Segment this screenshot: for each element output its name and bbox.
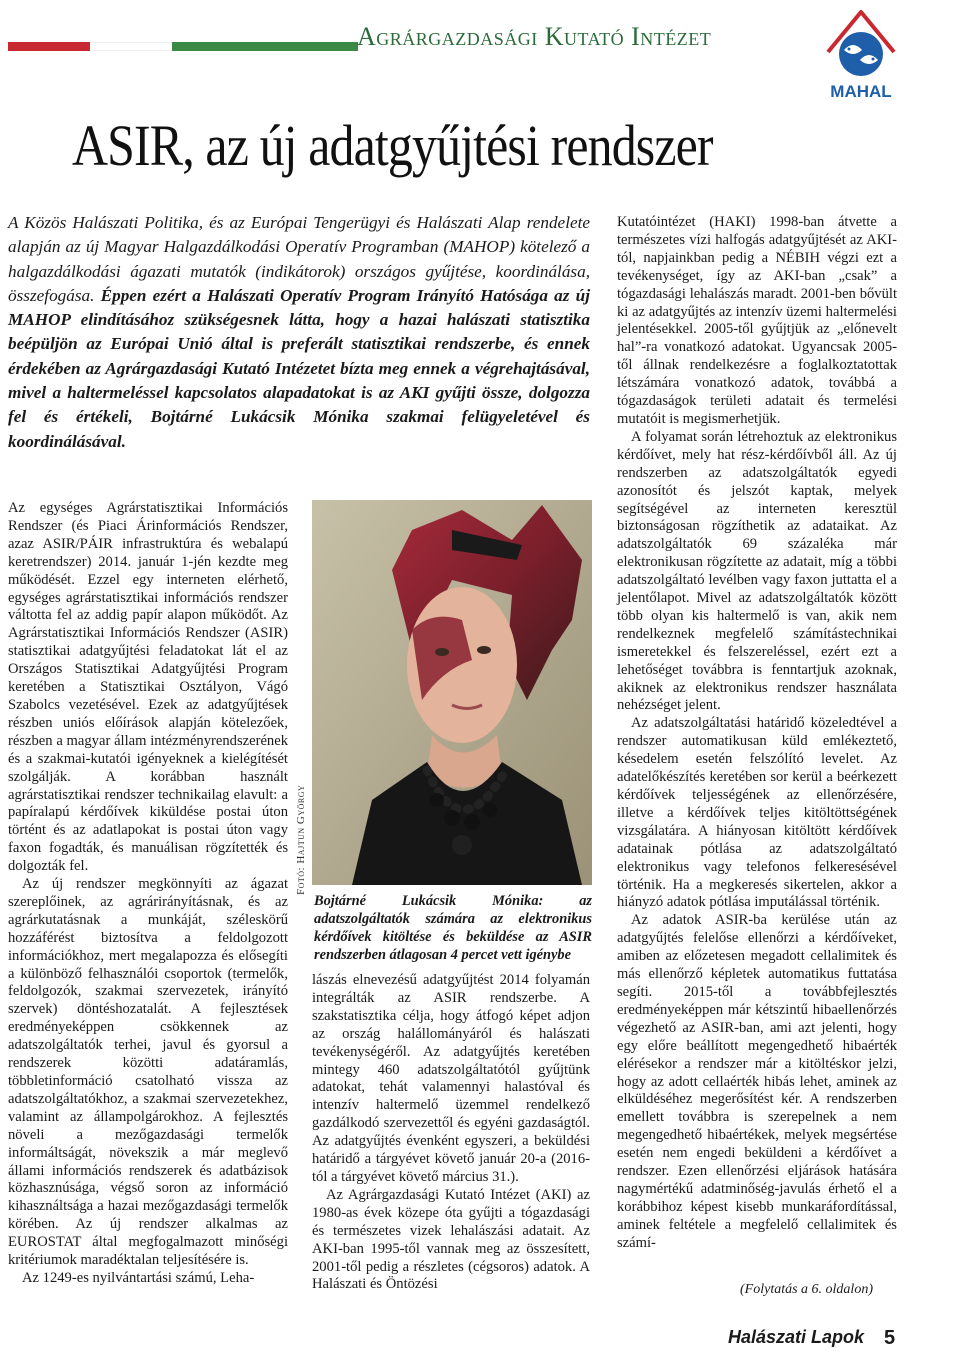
column-3 bbox=[617, 214, 897, 1253]
photo-credit: Fotó: Hajtun György bbox=[295, 784, 307, 895]
lead-text-1: A Közös Halászati Politika, és az Európai Tengerügyi és Halászati Alap rendelete alapján az új Magyar Halgazdálkodási Operatív Programban (MAHOP) kötelező a halgazdálkodási ágazati mutatók (indikátorok) országos gyűjtése, koordinálása, összefogása. bbox=[8, 213, 590, 305]
paragraph: A folyamat során létrehoztuk az elektronikus kérdőívet, mely hat rész-kérdőívből áll. Az új rendszerben az adatszolgáltatók egyedi azonosítót és jelszót kaptak, melyek segítségével az interneten keresztül biztonságosan rögzíthetik az adataikat. Az adatszolgáltatók 69 százaléka már elektronikusan rögzítette az adatait, míg a többi adatszolgáltató levélben vagy faxon juttatta el a jelentőlapot. Mivel az adatszolgáltatók között több olyan kis haltermelő is van, akik nem rendelkeznek megfelelő számítástechnikai ismeretekkel és felszereléssel, ezért ezt a lehetőséget továbbra is fenntartjuk azoknak, akiknek az elektronikus rendszer használata nehézséget jelent. bbox=[617, 428, 897, 714]
paragraph: Az adatszolgáltatási határidő közeledtével a rendszer automatikusan küld emlékeztető, késedelem esetén felszólító levelet. Az adatelőkészítés keretében sor kerül a beérkezett kérdőívek teljességének az ellenőrzésére, illetve a kérdőívek teljes kitöltöttségének vizsgálatára. A hiányosan kitöltött kérdőívek adatainak pótlása az adatszolgáltató elektronikus vagy telefonos felkeresésével történik. Ha a megkeresés sikertelen, akkor a hiányzó adatok pótlása imputálással történik. bbox=[617, 715, 897, 911]
paragraph: Az 1249-es nyilvántartási számú, Leha- bbox=[22, 1269, 255, 1286]
paragraph: Az egységes Agrárstatisztikai Információs Rendszer (és Piaci Árinformációs Rendszer, azaz ASIR/PÁIR infrastruktúra és webalapú keretrendszer) 2014. január 1-jén kezdte meg működését. Ezzel egy interneten elérhető, egységes agrárstatisztikai információs rendszer váltotta fel az addig papír alapon működőt. Az Agrárstatisztikai Információs Rendszer (ASIR) statisztikai adatgyűjtési feladatokat lát el az Országos Statisztikai Adatgyűjtési Program keretében a Statisztikai Osztályon, Vágó Szabolcs vezetésével. Ezek az adatgyűjtések részben uniós előírások alapján kötelezőek, részben a magyar állam intézményrendszerének és a szakmai-kutatói igényeknek a kielégítését szolgálják. A korábban használt agrárstatisztikai rendszer technikailag elavult: a papíralapú kérdőívek kiküldése postai úton történt és az adatlapokat is postai úton vagy faxon fogadták, és manuálisan rögzítették és dolgozták fel. bbox=[8, 500, 288, 875]
paragraph: Az Agrárgazdasági Kutató Intézet (AKI) az 1980-as évek közepe óta gyűjti a tógazdasági és természetes vizek lehalászási adatait. Az AKI-ban 1995-től vannak meg az összesített, 2001-től pedig a részletes (cégsoros) adatok. A Halászati és Öntözési bbox=[312, 1186, 590, 1293]
logo-text: MAHAL bbox=[830, 82, 892, 101]
institute-name: Agrárgazdasági Kutató Intézet bbox=[357, 22, 712, 51]
paragraph: Kutatóintézet (HAKI) 1998-ban átvette a természetes vízi halfogás adatgyűjtését az AKI-tól, napjainkban pedig a NÉBIH végzi ezt a tevékenységet, így az AKI-ban „csak” a tógazdasági lehalászás maradt. 2001-ben bővült ki az adatgyűjtés az intenzív üzemi haltermelési jelentésekkel. 2005-től gyűjtjük az „előnevelt hal”-ra vonatkozó adatokat. Ugyancsak 2005-től állnak rendelkezésre a foglalkoztatottak létszámára vonatkozó adatok, továbbá a tógazdaságok területi adatait és termelési mutatóit is megismerhetjük. bbox=[617, 214, 897, 427]
column-2 bbox=[312, 972, 590, 1294]
article-lead bbox=[8, 211, 590, 454]
mahal-logo bbox=[822, 6, 900, 102]
paragraph: Az új rendszer megkönnyíti az ágazat szereplőinek, az agrárirányításnak, és az agrárkutatásnak a munkáját, széleskörű hozzáférést biztosítva a feldolgozott információkhoz, mert megalapozza és elősegíti a különböző felhasználói csoportok (termelők, feldolgozók, szakmai szervezetek, irányító szervek) döntéshozatalát. A fejlesztések eredményeképpen csökkennek az adatszolgáltatók terhei, javul és gyorsul a rendszerek közötti adatáramlás, többletinformáció csatolható vissza az adatszolgáltatókhoz, a szakmai szervezetekhez, valamint az állampolgárokhoz. A fejlesztés növeli a mezőgazdasági termelők informáltságát, növekszik a már meglevő állami információs rendszerek és adatbázisok közhasznúsága, végső soron az információ kihasználtsága a hazai mezőgazdasági termelők körében. Az új rendszer alkalmas az EUROSTAT által megfogalmazott minőségi kritériumok maradéktalan teljesítésére is. bbox=[8, 876, 288, 1269]
paragraph: Az adatok ASIR-ba kerülése után az adatgyűjtés felelőse ellenőrzi a kérdőíveket, amiben az előzetesen megadott cellalimitek és más ellenőrző képletek automatikus futtatása segíti. 2015-től a továbbfejlesztés eredményeképpen már kétszintű hibaellenőrzés végezhető az ASIR-ban, ami azt jelenti, hogy egy előre beállított megengedhető hibaérték elérésekor a rendszer már a kitöltéskor jelzi, hogy az adott cellaérték hibás lehet, aminek az elküldéséhez megerősítést kér. A rendszerben emellett továbbra is szerepelnek a nem megengedhető hibaértékek, melyek megsértése esetén nem engedi beküldeni a kérdőívet a rendszer. Ezen ellenőrzési eljárások hatására nagymértékű adatminőség-javulás érhető el a korábbihoz képest kisebb munkaráfordítással, aminek feltétele a megfelelő cellalimitek és számí- bbox=[617, 912, 897, 1251]
paragraph: lászás elnevezésű adatgyűjtést 2014 folyamán integrálták az ASIR rendszerbe. A szakstatisztika célja, hogy átfogó képet adjon az ország halállományáról és halászati tevékenységéről. Az adatgyűjtés keretében mintegy 460 adatszolgáltatótól gyűjtünk adatokat, tehát valamennyi halastóval és intenzív haltermelő üzemmel rendelkező gazdálkodó szervezettől és egyéni gazdaságtól. Az adatgyűjtés évenként egyszeri, a beküldési határidő a tárgyévet követő január 20-a (2016-tól a tárgyévet követő március 31.). bbox=[312, 972, 590, 1185]
photo-caption: Bojtárné Lukácsik Mónika: az adatszolgáltatók számára az elektronikus kérdőívek kitöltése és beküldése az ASIR rendszerben átlagosan 4 percet vett igénybe bbox=[314, 893, 592, 963]
column-1 bbox=[8, 500, 288, 1288]
page-number: 5 bbox=[884, 1327, 896, 1349]
article-title: ASIR, az új adatgyűjtési rendszer bbox=[72, 113, 713, 178]
portrait-photo bbox=[312, 500, 592, 885]
continued-note: (Folytatás a 6. oldalon) bbox=[740, 1282, 873, 1297]
publication-name: Halászati Lapok bbox=[728, 1327, 865, 1347]
lead-text-2: Éppen ezért a Halászati Operatív Program Irányító Hatósága az új MAHOP elindításához szükségesnek látta, hogy a hazai halászati statisztika beépüljön az Európai Unió által is preferált statisztikai rendszerbe, és ennek érdekében az Agrárgazdasági Kutató Intézetet bízta meg ennek a végrehajtásával, mivel a haltermeléssel kapcsolatos alapadatokat is az AKI gyűjti össze, dolgozza fel és értékeli, Bojtárné Lukácsik Mónika szakmai felügyeletével és koordinálásával. bbox=[8, 285, 590, 451]
